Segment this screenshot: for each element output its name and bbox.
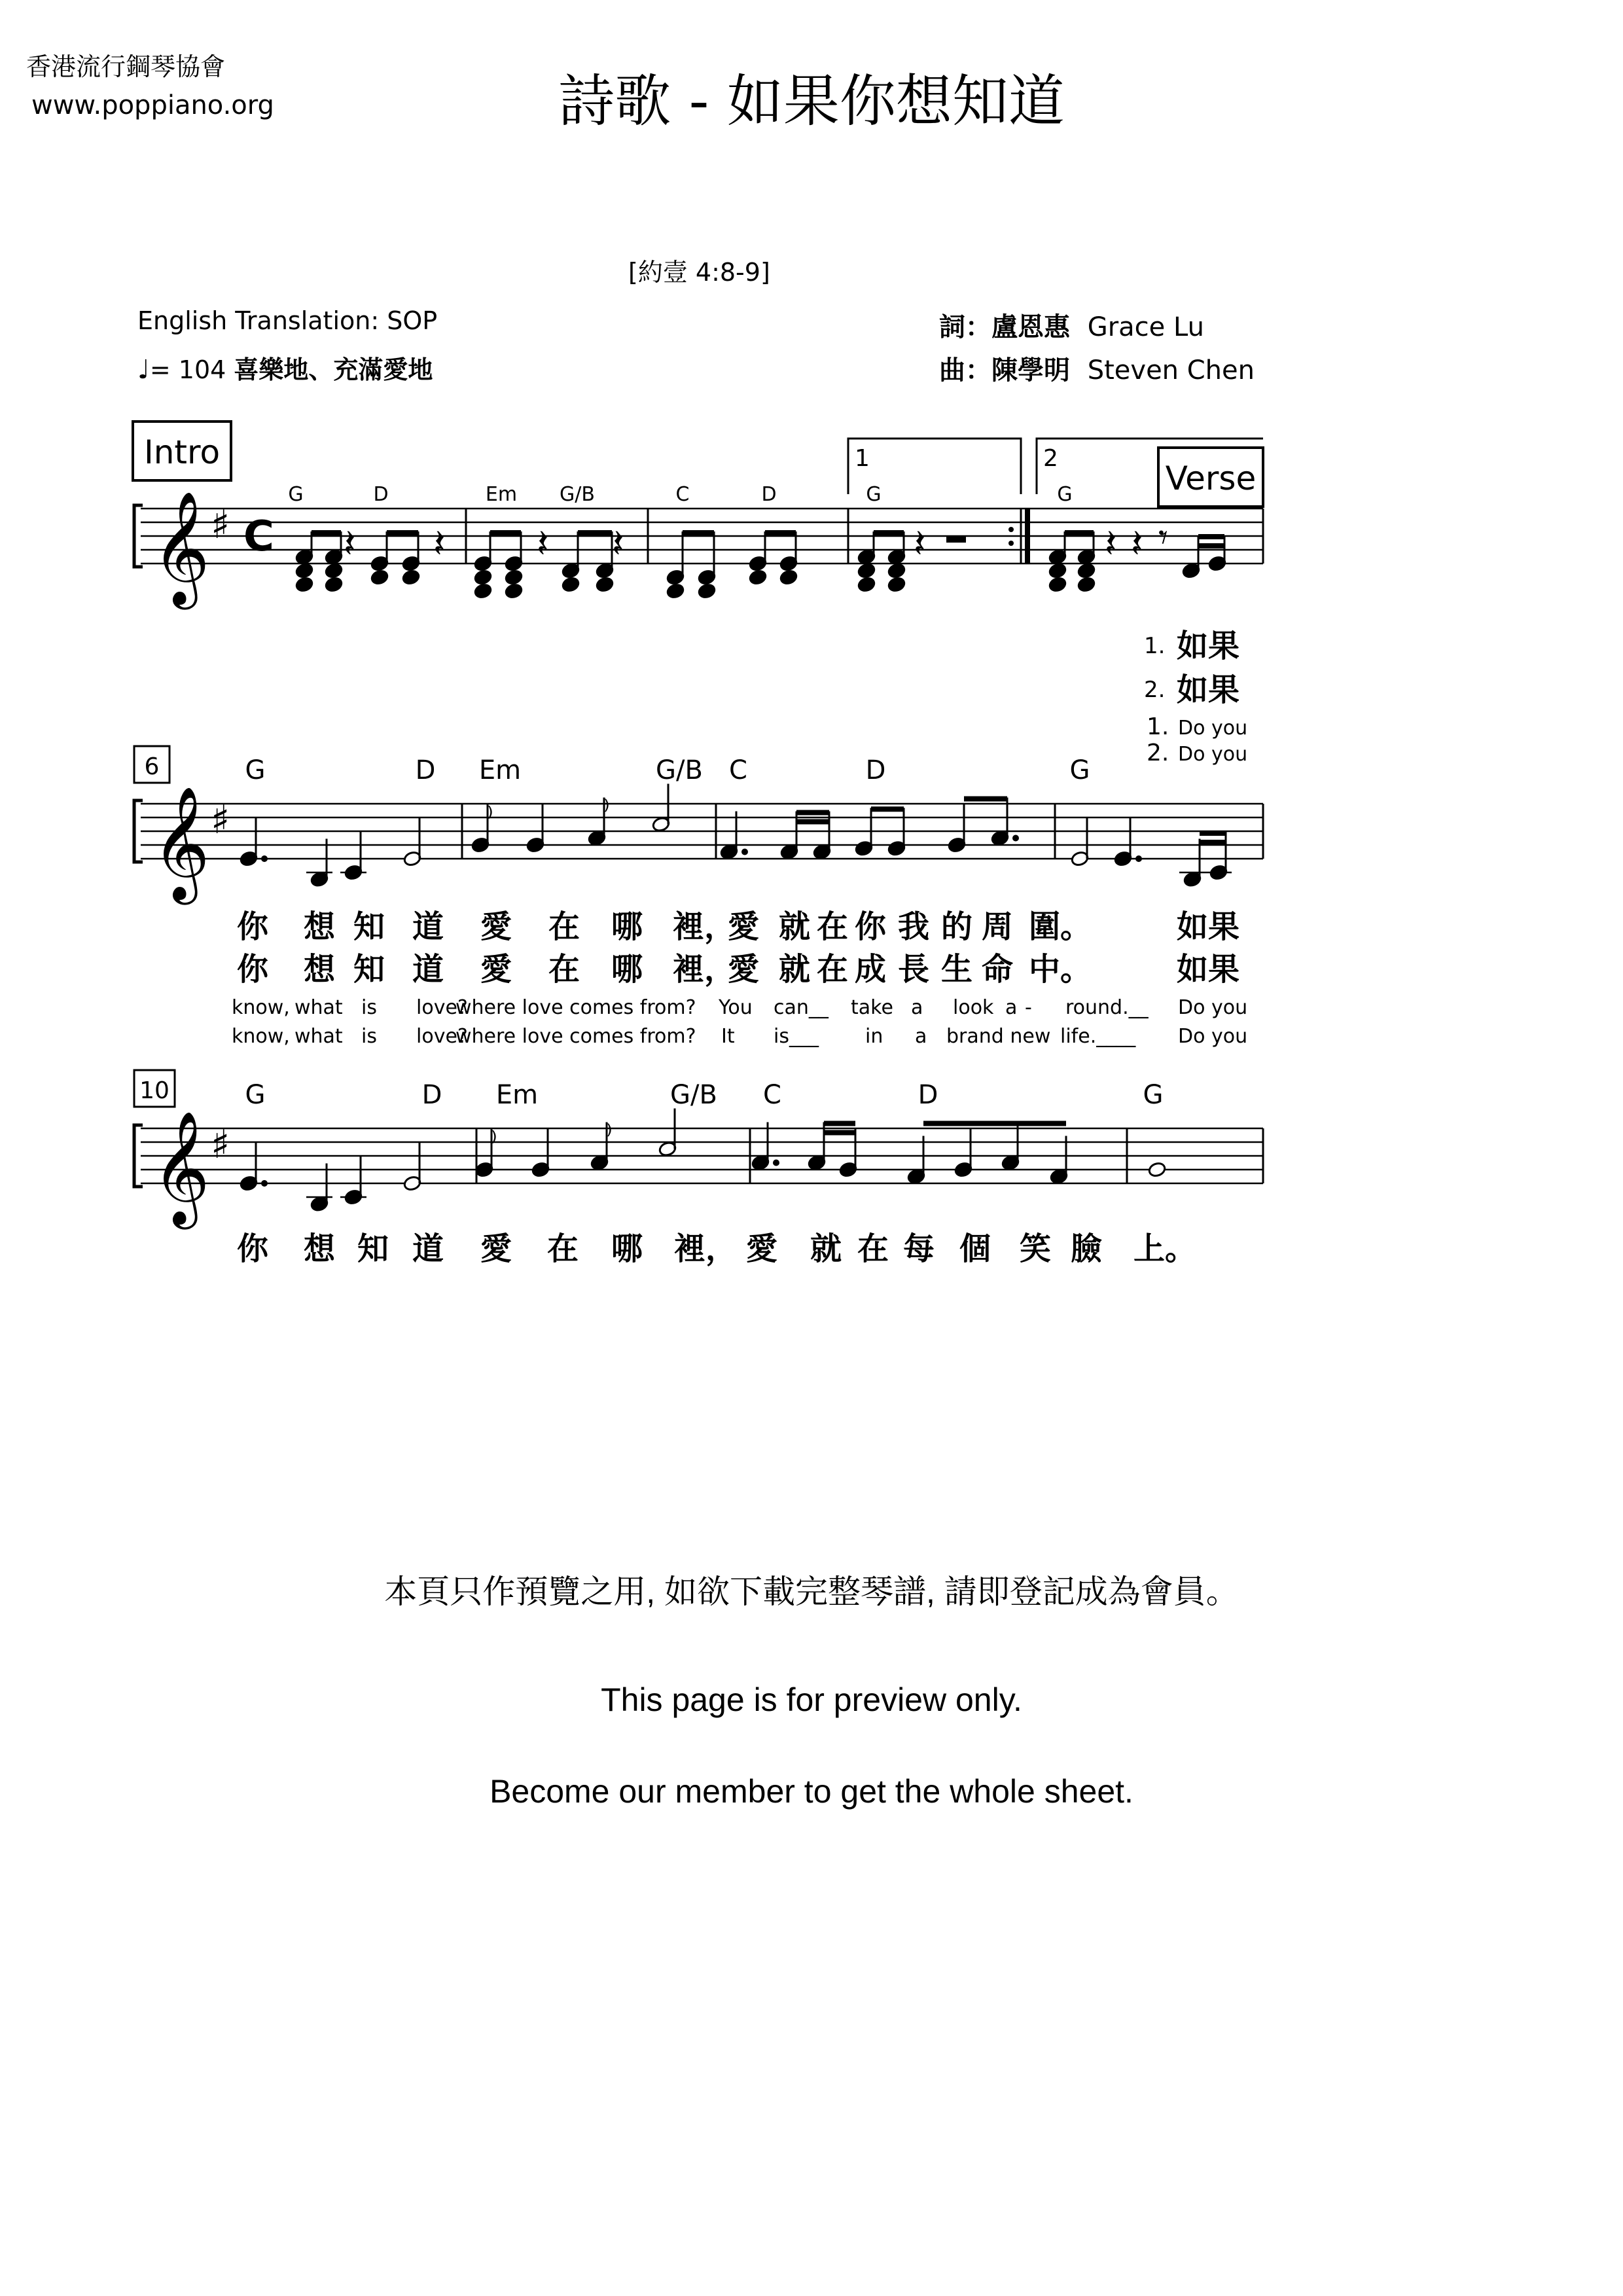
lyric-syllable: 道 — [412, 908, 444, 945]
notehead — [596, 576, 615, 592]
translation-credit: English Translation: SOP — [137, 306, 438, 335]
lyric-syllable: 命 — [982, 951, 1014, 988]
tempo-value: = 104 — [149, 355, 226, 384]
english-lyric-word: in — [865, 1025, 883, 1048]
chinese-lyrics-verse-2 — [237, 951, 1240, 988]
verse-number: 2. — [1147, 740, 1169, 766]
quarter-rest-icon: 𝄽 — [914, 521, 926, 567]
quarter-note-icon: ♩ — [137, 355, 150, 385]
second-ending-number: 2 — [1043, 445, 1058, 472]
notehead — [887, 576, 906, 592]
augmentation-dot — [261, 1180, 268, 1187]
lyric-syllable: 哪 — [611, 1230, 643, 1267]
preview-notice-chinese: 本頁只作預覽之用, 如欲下載完整琴譜, 請即登記成為會員。 — [384, 1573, 1239, 1610]
eighth-rest-icon: 𝄾 — [1158, 516, 1168, 559]
english-lyric-word: love? — [416, 996, 468, 1019]
chord-symbol: Em — [485, 483, 518, 506]
lyric-syllable: 道 — [412, 951, 444, 988]
notehead — [779, 569, 798, 585]
melody-notes — [240, 784, 1232, 888]
verse-number: 2. — [1144, 677, 1166, 703]
melody-notes — [240, 1109, 1167, 1213]
notehead — [887, 562, 906, 579]
chord-symbol: G — [288, 483, 304, 506]
chinese-lyrics-verse-1 — [237, 1230, 1196, 1267]
chord-symbol: D — [761, 483, 777, 506]
website-link[interactable]: www.poppiano.org — [31, 90, 274, 120]
scripture-reference: [約壹 4:8-9] — [628, 258, 770, 287]
treble-clef-icon: 𝄞 — [152, 786, 210, 900]
lyricist-english: Grace Lu — [1087, 312, 1204, 342]
lyric-syllable: 想 — [304, 908, 336, 945]
lyric-syllable: 在 — [548, 908, 580, 945]
lyric-syllable: 哪 — [611, 908, 643, 945]
chinese-lyrics-verse-1 — [237, 908, 1240, 945]
notehead — [325, 576, 344, 592]
lyric-syllable: 圍。 — [1029, 908, 1092, 945]
lyric-syllable: 道 — [412, 1230, 444, 1267]
chord-symbol: G/B — [670, 1080, 717, 1110]
notehead — [698, 583, 717, 599]
english-lyric-word: where love comes from? — [455, 996, 696, 1019]
lyric-syllable: 個 — [959, 1230, 991, 1267]
notehead — [1077, 562, 1096, 579]
lyric-syllable: 愛 — [480, 908, 512, 945]
lyric-syllable: 在 — [548, 951, 580, 988]
eighth-flag-icon: ⁾ — [603, 795, 610, 825]
half-rest-icon — [946, 536, 966, 543]
song-title: 詩歌 - 如果你想知道 — [558, 69, 1065, 134]
english-lyric-word: know, — [232, 996, 290, 1019]
english-lyric-word: where love comes from? — [455, 1025, 696, 1048]
pickup-lyric-v1: 如果 — [1177, 628, 1240, 664]
english-lyric-word: brand new — [946, 1025, 1051, 1048]
lyric-syllable: 中。 — [1029, 951, 1092, 988]
chord-symbol: G — [1143, 1080, 1164, 1110]
quarter-rest-icon: 𝄽 — [1105, 521, 1117, 567]
chord-symbol: D — [415, 755, 436, 785]
notehead — [505, 569, 524, 585]
measure-number: 10 — [139, 1077, 169, 1104]
chord-symbol: D — [865, 755, 886, 785]
chord-symbol: C — [763, 1080, 781, 1110]
chord-symbol: D — [918, 1080, 938, 1110]
lyric-syllable: 裡， — [674, 1230, 738, 1267]
notehead — [857, 562, 876, 579]
notehead — [402, 569, 421, 585]
verse-label: Verse — [1165, 459, 1257, 497]
quarter-rest-icon: 𝄽 — [537, 521, 549, 567]
chord-symbol: G/B — [656, 755, 703, 785]
chord-symbol: G — [245, 755, 266, 785]
english-lyric-word: can__ — [774, 996, 829, 1019]
notehead — [505, 583, 524, 599]
notehead — [295, 562, 314, 579]
chord-symbols — [288, 483, 1072, 506]
notehead — [666, 583, 685, 599]
english-lyric-word: a — [1005, 996, 1018, 1019]
staff-lines — [141, 1128, 1263, 1183]
lyric-syllable: 愛 — [728, 951, 760, 988]
augmentation-dot — [1135, 855, 1142, 862]
chord-symbols — [245, 1080, 1164, 1110]
english-lyric-word: is___ — [774, 1025, 819, 1048]
sharp-key-signature-icon: ♯ — [211, 502, 230, 548]
eighth-flag-icon: ⁾ — [487, 802, 493, 832]
lyric-syllable: 就 — [779, 908, 811, 945]
pickup-lyric-en1: Do you — [1178, 717, 1248, 740]
lyric-syllable: 愛 — [728, 908, 760, 945]
first-ending-number: 1 — [855, 445, 870, 472]
lyric-syllable: 周 — [982, 908, 1014, 945]
quarter-rest-icon: 𝄽 — [1131, 521, 1143, 567]
lyric-syllable: 就 — [779, 951, 811, 988]
lyric-syllable: 在 — [817, 908, 849, 945]
lyric-syllable: 你 — [237, 908, 269, 945]
eighth-flag-icon: ⁾ — [606, 1119, 613, 1150]
chord-symbol: Em — [495, 1080, 539, 1110]
lyric-syllable: 愛 — [480, 1230, 512, 1267]
english-lyric-word: You — [719, 996, 753, 1019]
quarter-rest-icon: 𝄽 — [344, 521, 356, 567]
english-lyrics-verse-1 — [232, 996, 1247, 1019]
notehead — [474, 583, 493, 599]
pickup-lyric-en2: Do you — [1178, 743, 1248, 766]
lyric-syllable: 想 — [304, 1230, 336, 1267]
notehead — [474, 569, 493, 585]
lyric-syllable: 在 — [857, 1230, 889, 1267]
lyric-syllable: 在 — [817, 951, 849, 988]
chord-symbol: G/B — [560, 483, 595, 506]
lyric-syllable: 知 — [357, 1230, 389, 1267]
lyric-syllable: 裡， — [673, 908, 736, 945]
lyric-syllable: 你 — [237, 1230, 269, 1267]
english-lyric-word: It — [721, 1025, 735, 1048]
notehead — [857, 576, 876, 592]
english-lyric-word: know, — [232, 1025, 290, 1048]
lyric-syllable: 知 — [353, 951, 385, 988]
time-signature: C — [243, 512, 274, 561]
english-lyric-word: what — [294, 1025, 343, 1048]
quarter-rest-icon: 𝄽 — [612, 521, 624, 567]
repeat-dot-icon — [1008, 541, 1014, 546]
treble-clef-icon: 𝄞 — [152, 491, 210, 605]
preview-notice-english: This page is for preview only. — [601, 1681, 1022, 1718]
chord-symbol: Em — [478, 755, 522, 785]
lyric-syllable: 的 — [941, 908, 973, 945]
augmentation-dot — [773, 1160, 779, 1166]
english-lyric-word: Do you — [1178, 1025, 1248, 1048]
lyric-syllable: 在 — [547, 1230, 579, 1267]
lyric-syllable: 你 — [237, 951, 269, 988]
lyricist-label: 詞：盧恩惠 — [939, 312, 1070, 342]
pickup-lyrics — [1144, 628, 1247, 766]
lyric-syllable: 就 — [810, 1230, 842, 1267]
lyric-syllable: 臉 — [1071, 1230, 1103, 1267]
sharp-key-signature-icon: ♯ — [211, 797, 230, 843]
lyric-syllable: 如果 — [1177, 951, 1240, 988]
verse-number: 1. — [1144, 633, 1166, 659]
chord-symbol: G — [1069, 755, 1090, 785]
lyric-syllable: 如果 — [1177, 908, 1240, 945]
notehead — [1077, 576, 1096, 592]
composer-label: 曲：陳學明 — [939, 355, 1070, 386]
notehead — [325, 562, 344, 579]
augmentation-dot — [1012, 835, 1019, 842]
composer-english: Steven Chen — [1087, 355, 1255, 386]
english-lyric-word: Do you — [1178, 996, 1248, 1019]
chord-symbol: D — [421, 1080, 442, 1110]
system-3 — [134, 1070, 1263, 1267]
english-lyric-word: look — [953, 996, 994, 1019]
english-lyrics-verse-2 — [232, 1025, 1247, 1048]
quarter-rest-icon: 𝄽 — [433, 521, 446, 567]
chord-symbol: G — [866, 483, 882, 506]
english-lyric-word: love? — [416, 1025, 468, 1048]
lyric-syllable: 笑 — [1020, 1230, 1052, 1267]
lyric-syllable: 想 — [304, 951, 336, 988]
repeat-dot-icon — [1008, 527, 1014, 532]
pickup-lyric-v2: 如果 — [1177, 672, 1240, 708]
system-1 — [133, 422, 1263, 766]
lyric-syllable: 生 — [941, 951, 973, 988]
chord-symbols — [245, 755, 1090, 785]
notehead — [562, 576, 580, 592]
lyric-syllable: 我 — [898, 908, 930, 945]
system-2 — [134, 746, 1263, 1048]
english-lyric-word: - — [1025, 996, 1032, 1019]
chord-symbol: D — [373, 483, 389, 506]
half-notehead — [1148, 1161, 1167, 1177]
augmentation-dot — [261, 855, 268, 862]
lyric-syllable: 知 — [353, 908, 385, 945]
chord-symbol: G — [1057, 483, 1073, 506]
english-lyric-word: a — [915, 1025, 927, 1048]
chord-symbol: C — [729, 755, 747, 785]
membership-notice: Become our member to get the whole sheet. — [490, 1773, 1133, 1810]
english-lyric-word: what — [294, 996, 343, 1019]
lyric-syllable: 上。 — [1133, 1230, 1197, 1267]
notehead — [749, 569, 768, 585]
chord-symbol: G — [245, 1080, 266, 1110]
notehead — [1048, 576, 1067, 592]
chord-symbol: C — [675, 483, 690, 506]
english-lyric-word: is — [361, 1025, 377, 1048]
lyric-syllable: 長 — [898, 951, 930, 988]
measure-number: 6 — [144, 753, 160, 780]
intro-label: Intro — [143, 433, 221, 471]
english-lyric-word: a — [911, 996, 923, 1019]
english-lyric-word: take — [851, 996, 893, 1019]
organization-name: 香港流行鋼琴協會 — [26, 52, 226, 81]
lyric-syllable: 愛 — [746, 1230, 778, 1267]
treble-clef-icon: 𝄞 — [152, 1111, 210, 1225]
lyric-syllable: 成 — [855, 951, 887, 988]
english-lyric-word: is — [361, 996, 377, 1019]
english-lyric-word: round.__ — [1065, 996, 1149, 1019]
lyric-syllable: 裡， — [673, 951, 736, 988]
eighth-flag-icon: ⁾ — [491, 1126, 497, 1157]
lyric-syllable: 哪 — [611, 951, 643, 988]
notehead — [1048, 562, 1067, 579]
lyric-syllable: 你 — [855, 908, 887, 945]
lyric-syllable: 愛 — [480, 951, 512, 988]
intro-notes — [295, 516, 1227, 600]
sharp-key-signature-icon: ♯ — [211, 1122, 230, 1168]
notehead — [370, 569, 389, 585]
lyric-syllable: 每 — [903, 1230, 935, 1267]
tempo-expression: 喜樂地、充滿愛地 — [234, 355, 433, 384]
english-lyric-word: life.____ — [1060, 1025, 1136, 1048]
staff-lines — [141, 804, 1263, 859]
verse-number: 1. — [1147, 713, 1169, 740]
notehead — [295, 576, 314, 592]
augmentation-dot — [741, 849, 748, 855]
